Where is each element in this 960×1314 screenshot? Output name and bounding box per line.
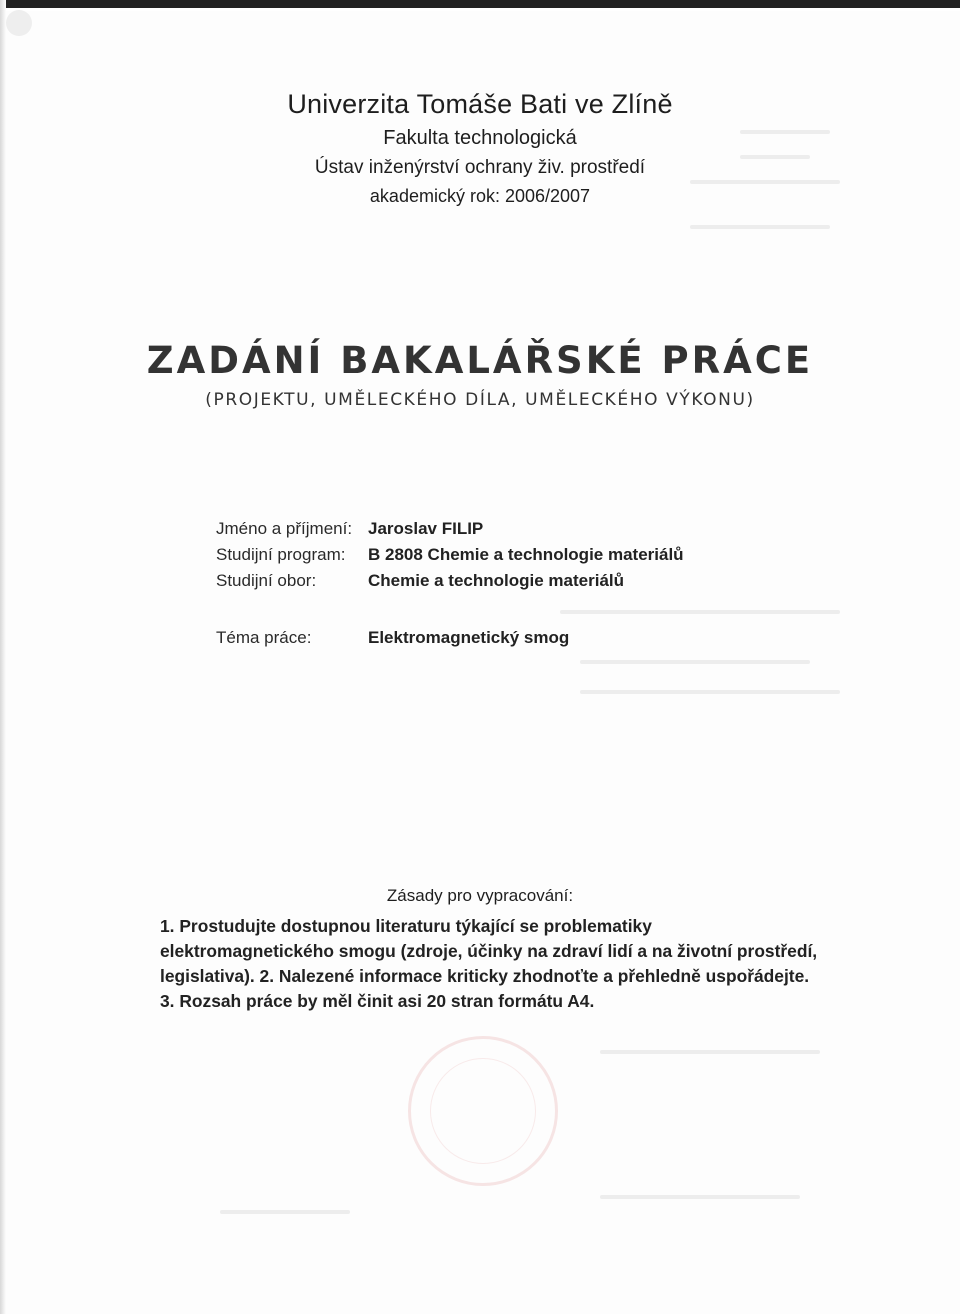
name-label: Jméno a příjmení: [216, 519, 353, 538]
field-row-program [216, 545, 856, 571]
faculty-name: Fakulta technologická [383, 127, 577, 149]
name-value: Jaroslav FILIP [368, 519, 484, 538]
document-subtitle: (PROJEKTU, UMĚLECKÉHO DÍLA, UMĚLECKÉHO VÝKONU) [205, 390, 755, 410]
faded-stamp-inner-ring [430, 1058, 536, 1164]
bleed-through-line [690, 180, 840, 184]
scan-corner-mark [6, 10, 32, 36]
bleed-through-line [600, 1195, 800, 1199]
bleed-through-line [220, 1210, 350, 1214]
scan-top-gap [0, 8, 960, 11]
program-label: Studijní program: [216, 545, 346, 564]
bleed-through-line [600, 1050, 820, 1054]
document-title: ZADÁNÍ BAKALÁŘSKÉ PRÁCE [146, 339, 814, 382]
program-value: B 2808 Chemie a technologie materiálů [368, 545, 684, 564]
principles-body: 1. Prostudujte dostupnou literaturu týkající se problematiky elektromagnetického smogu (zdroje, účinky na zdraví lidí a na životní prostředí, legislativa). 2. Nalezené informace kriticky zhodnoťte a přehledně uspořádejte. 3. Rozsah práce by měl činit asi 20 stran formátu A4. [160, 916, 818, 1011]
university-name: Univerzita Tomáše Bati ve Zlíně [287, 89, 673, 119]
field-value: Chemie a technologie materiálů [368, 571, 625, 590]
topic-label: Téma práce: [216, 628, 312, 647]
topic-value: Elektromagnetický smog [368, 628, 570, 647]
principles-heading: Zásady pro vypracování: [386, 886, 574, 905]
academic-year: akademický rok: 2006/2007 [369, 186, 591, 206]
field-row-name [216, 519, 856, 545]
field-row-field [216, 571, 856, 597]
field-row-topic [216, 628, 856, 654]
scan-top-border [0, 0, 960, 8]
institute-name: Ústav inženýrství ochrany živ. prostředí [314, 157, 646, 178]
bleed-through-line [580, 660, 810, 664]
student-info-fields [216, 519, 856, 654]
bleed-through-line [690, 225, 830, 229]
field-label: Studijní obor: [216, 571, 317, 590]
bleed-through-line [580, 690, 840, 694]
